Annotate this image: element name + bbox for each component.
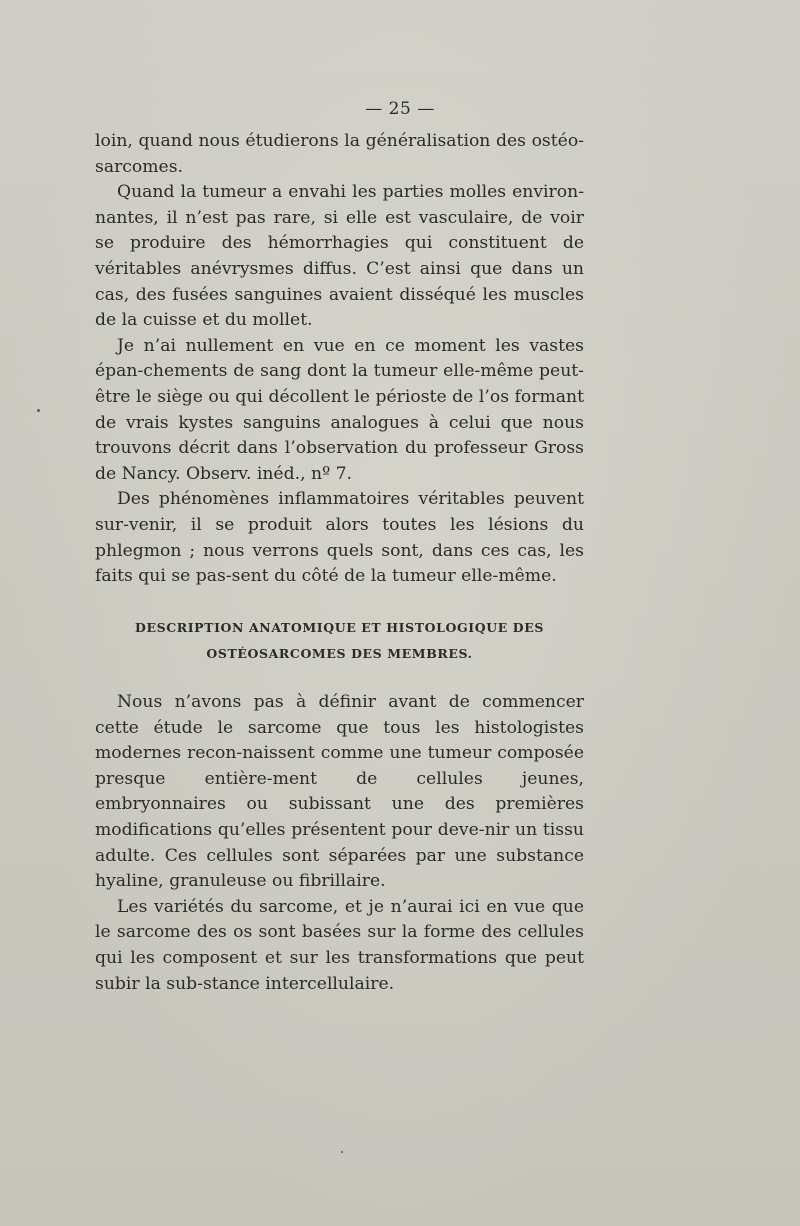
paragraph: Des phénomènes inflammatoires véritables peuvent sur-venir, il se produit alors toutes les lésions du phlegmon ; nous verrons quels sont, dans ces cas, les faits qui se pas-sent du côté de la tumeur elle-même. bbox=[95, 489, 584, 587]
page-number: — 25 — bbox=[365, 99, 435, 119]
section-title-line-2: OSTÉOSARCOMES DES MEMBRES. bbox=[206, 646, 473, 661]
section-title-line-1: DESCRIPTION ANATOMIQUE ET HISTOLOGIQUE DES bbox=[135, 620, 544, 635]
paragraph: Quand la tumeur a envahi les parties molles environ-nantes, il n’est pas rare, si elle est vasculaire, de voir se produire des hémorrhagies qui constituent de véritables anévrysmes diffus. C’est ainsi que dans un cas, des fusées sanguines avaient disséqué les muscles de la cuisse et du mollet. bbox=[95, 182, 584, 331]
paper-speck bbox=[37, 409, 40, 412]
text-block-bottom bbox=[95, 690, 584, 997]
paragraph: Nous n’avons pas à définir avant de commencer cette étude le sarcome que tous les histologistes modernes recon-naissent comme une tumeur composée presque entière-ment de cellules jeunes, embryonnaires ou subissant une des premières modifications qu’elles présentent pour deve-nir un tissu adulte. Ces cellules sont séparées par une substance hyaline, granuleuse ou fibrillaire. bbox=[95, 692, 584, 892]
paper-speck bbox=[341, 1151, 343, 1153]
text-block-top bbox=[95, 129, 584, 590]
paragraph: Les variétés du sarcome, et je n’aurai ici en vue que le sarcome des os sont basées sur la forme des cellules qui les composent et sur les transformations que peut subir la sub-stance intercellulaire. bbox=[95, 896, 584, 994]
paragraph: loin, quand nous étudierons la généralisation des ostéo-sarcomes. bbox=[95, 131, 584, 177]
section-title bbox=[95, 615, 584, 667]
paragraph: Je n’ai nullement en vue en ce moment les vastes épan-chements de sang dont la tumeur elle-même peut-être le siège ou qui décollent le périoste de l’os formant de vrais kystes sanguins analogues à celui que nous trouvons décrit dans l’observation du professeur Gross de Nancy. Observ. inéd., nº 7. bbox=[95, 335, 584, 484]
